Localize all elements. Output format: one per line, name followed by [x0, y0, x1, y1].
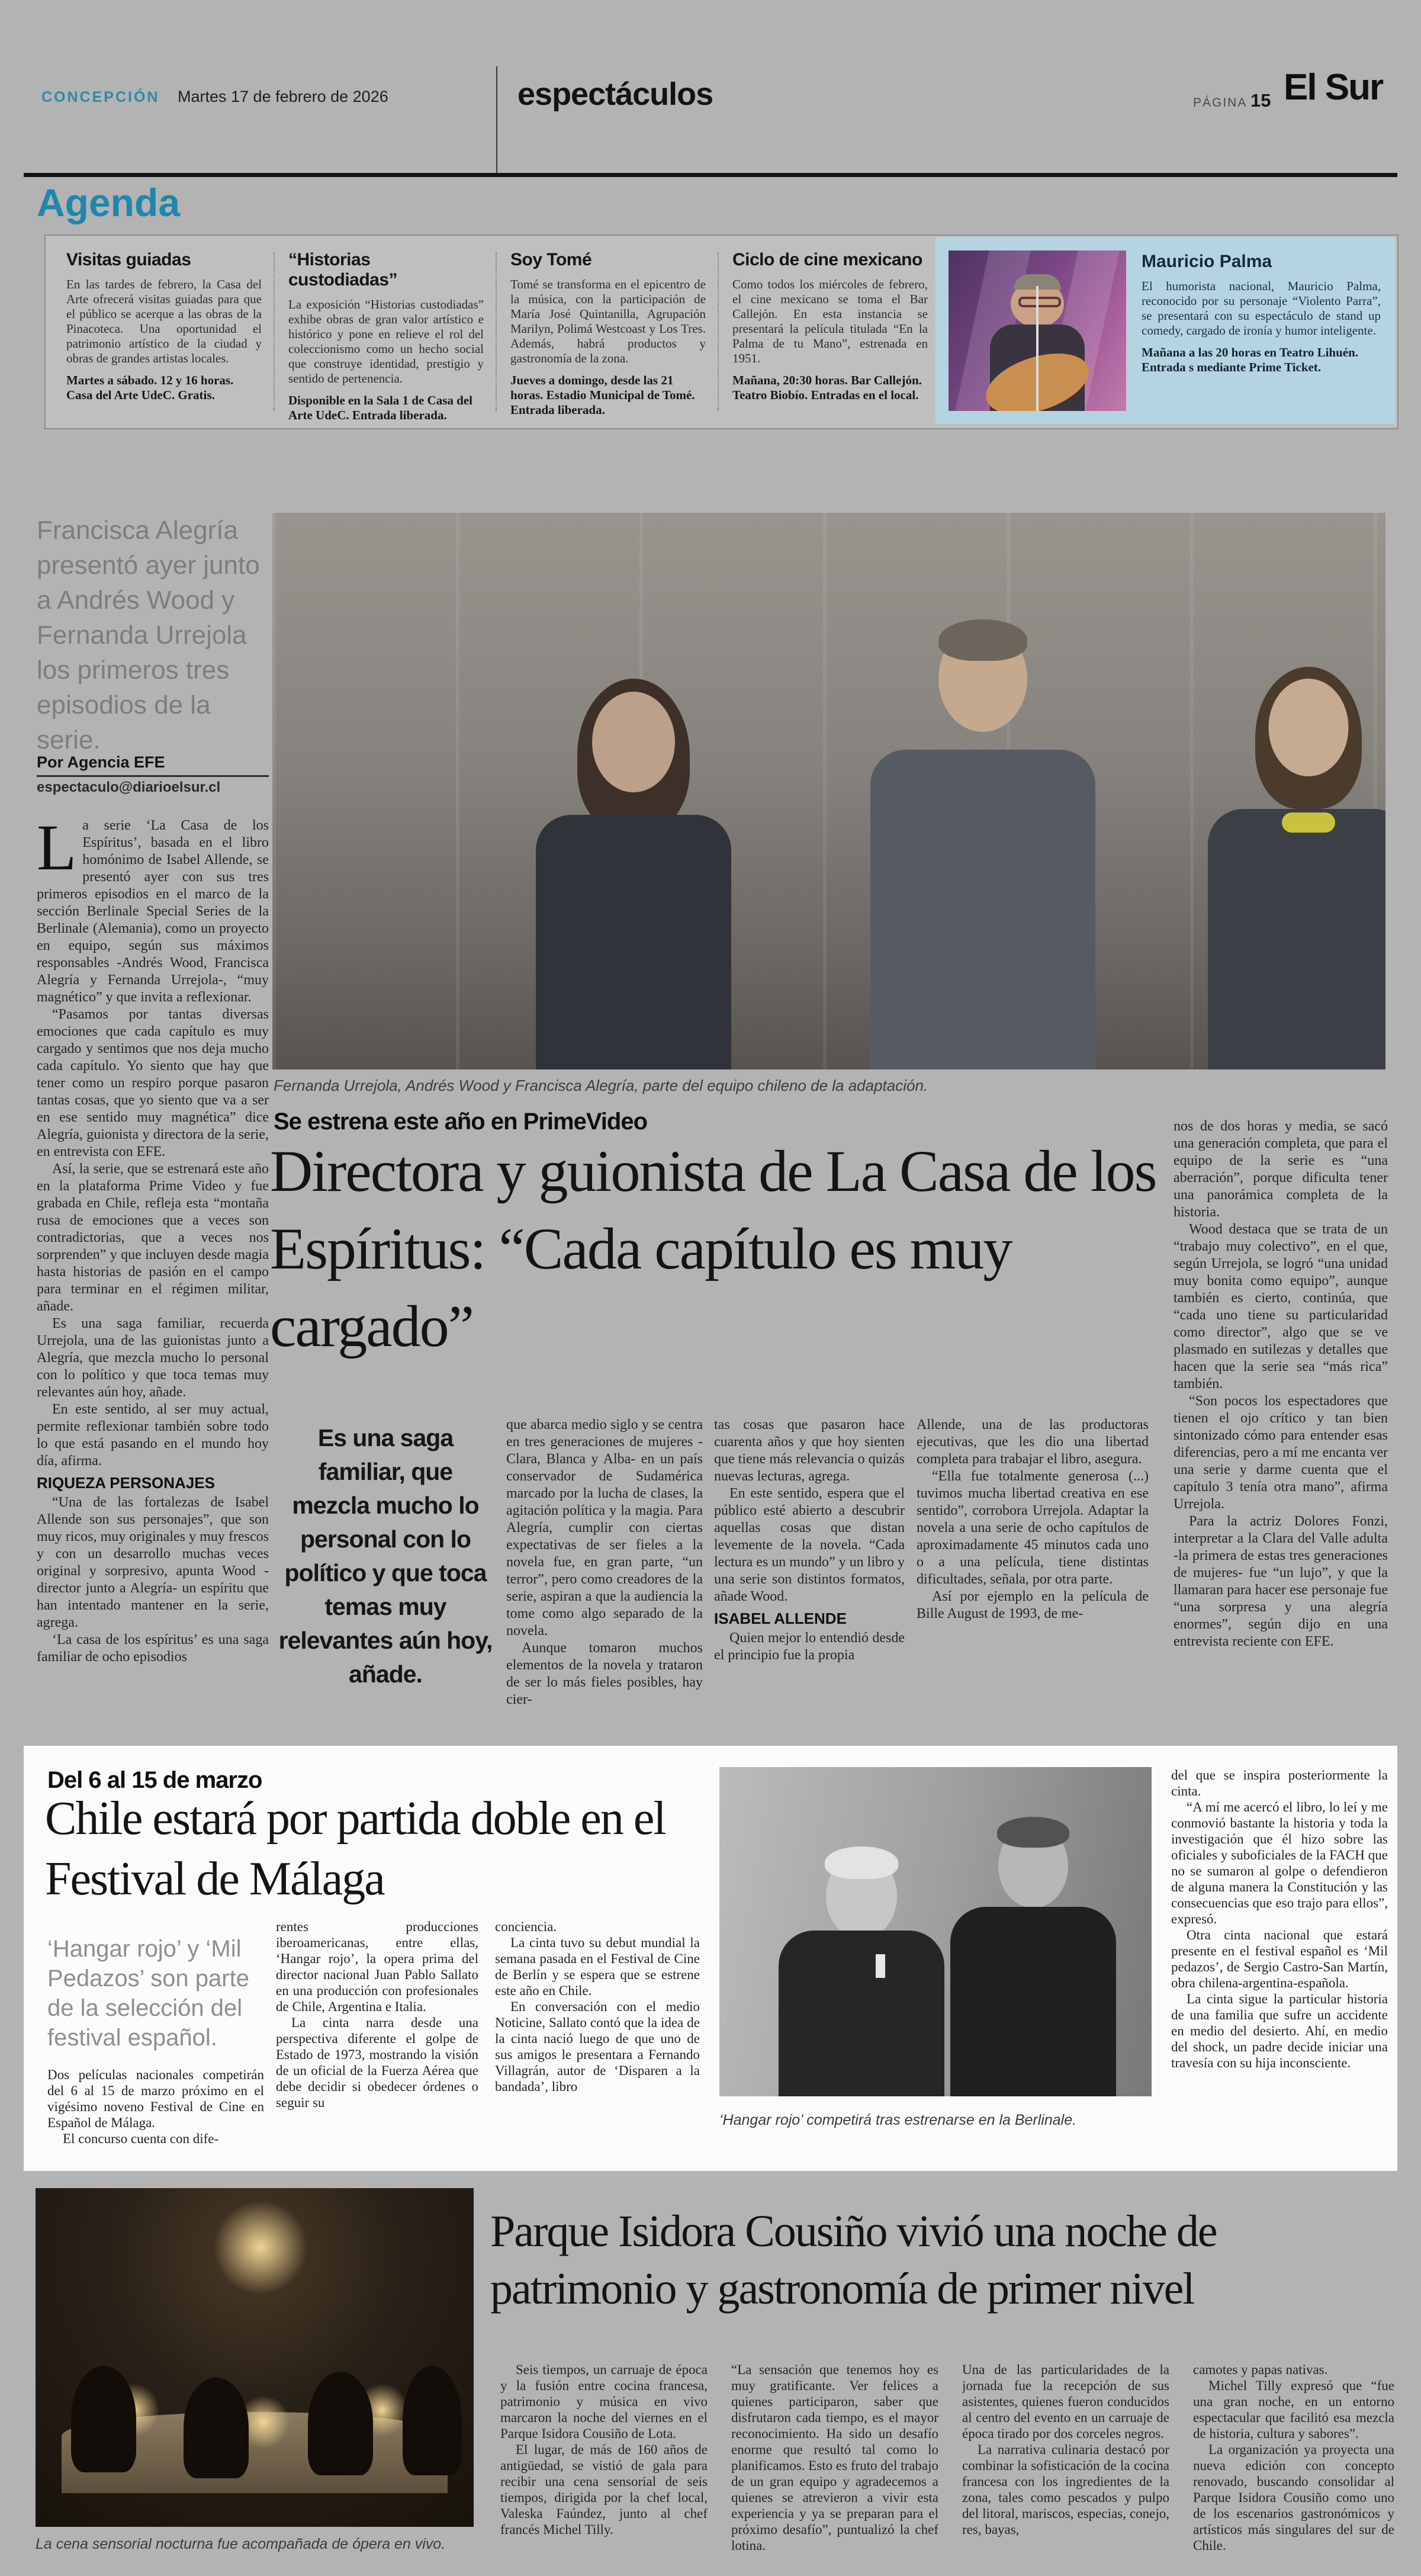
person-face: [592, 692, 675, 792]
agenda-highlight-item[interactable]: [935, 237, 1395, 424]
paragraph: ‘La casa de los espíritus’ es una saga familiar de ocho episodios: [37, 1632, 269, 1665]
paragraph: que abarca medio siglo y se centra en tres generaciones de mujeres -Clara, Blanca y Alba- en un país conservador de Sudamérica marcado por la lucha de clases, la agitación política y la magia. Para Alegría, cumplir con ciertas expectativas de ser fieles a la novela fue, en gran parte, “un terror”, pero como creadores de la serie, aspiran a que la audiencia la tome como algo separado de la novela.: [506, 1417, 703, 1639]
person-hair: [938, 619, 1027, 661]
article-column-4: [1171, 1767, 1388, 2151]
page-number: 15: [1250, 90, 1271, 111]
paragraph: Así, la serie, que se estrenará este año en la plataforma Prime Video y fue grabada en Chile, refleja esta “montaña rusa de emociones que a veces son contradictorias, que a veces nos sorprenden” y que incluyen desde magia hasta historias de pasión en el campo para terminar en el régimen militar, añade.: [37, 1161, 269, 1314]
paragraph: tas cosas que pasaron hace cuarenta años y que hoy sienten que tiene más relevancia o quizás nuevas lecturas, agrega.: [714, 1417, 905, 1484]
cast-group-photo: [272, 513, 1385, 1069]
article-deck: Francisca Alegría presentó ayer junto a Andrés Wood y Fernanda Urrejola los primeros tres episodios de la serie.: [37, 516, 260, 754]
paragraph: El concurso cuenta con dife-: [63, 2131, 219, 2146]
paragraph: nos de dos horas y media, se sacó una generación completa, que para el equipo de la serie es “una aberración”, porque dificulta tener una panorámica completa de la historia.: [1174, 1119, 1388, 1220]
paragraph: “Son pocos los espectadores que tienen el ojo crítico y tan bien sintonizado cómo para entender esas diferencias, pero a mí me encanta ver una serie y darme cuenta que el capítulo 3 tenía otra mano”, afirma Urrejola.: [1174, 1393, 1388, 1512]
dinner-photo-caption: La cena sensorial nocturna fue acompañada de ópera en vivo.: [36, 2536, 446, 2552]
paragraph: conciencia.: [495, 1919, 557, 1934]
actor-right: [944, 1812, 1122, 2096]
paragraph: del que se inspira posteriormente la cinta.: [1171, 1768, 1388, 1798]
person-left: [527, 679, 740, 1069]
paragraph: La organización ya proyecta una nueva edición con concepto renovado, buscando consolidar al Parque Isidora Cousiño como uno de los escenarios gastronómicos y artísticos más singulares del sur de Chile.: [1193, 2442, 1394, 2553]
agenda-highlight-title: Mauricio Palma: [1142, 252, 1272, 271]
agenda-separator: [718, 252, 719, 411]
section-title: espectáculos: [517, 76, 713, 112]
paragraph: El lugar, de más de 160 años de antigüedad, se vistió de gala para recibir una cena sensorial de seis tiempos, dirigida por la chef local, Valeska Faúndez, junto al chef francés Michel Tilly.: [500, 2442, 708, 2537]
agenda-item-body: La exposición “Historias custodiadas” exhibe obras de gran valor artístico e histórico y pone en relieve el rol del coleccionismo como un hecho social que construye identidad, prestigio y sentido de pertenencia.: [288, 297, 484, 386]
paragraph: “Una de las fortalezas de Isabel Allende son sus personajes”, que son muy ricos, muy originales y muy frescos y con un desarrollo muchas veces original y sorpresivo, apunta Wood -director junto a Alegría- un espíritu que han intentado mantener en la serie, agrega.: [37, 1495, 269, 1630]
paragraph: Michel Tilly expresó que “fue una gran noche, en un entorno espectacular que facilitó esa mezcla de historia, cultura y sabores”.: [1193, 2378, 1394, 2441]
paragraph: En este sentido, espera que el público esté abierto a descubrir aquellas cosas que distan levemente de la novela. “Cada lectura es un mundo” y un libro y una serie son distintos formatos, añade Wood.: [714, 1486, 905, 1604]
paragraph: En este sentido, al ser muy actual, permite reflexionar también sobre todo lo que está pasando en el mundo hoy día, afirma.: [37, 1402, 269, 1469]
article-subhead: RIQUEZA PERSONAJES: [37, 1474, 215, 1492]
agenda-separator: [496, 252, 497, 411]
page-label: PÁGINA: [1193, 96, 1248, 110]
agenda-item-body: Como todos los miércoles de febrero, el cine mexicano se toma el Bar Callejón. En esta instancia se presentará la película titulada “En la Palma de tu Mano”, estrenada en 1951.: [732, 277, 928, 365]
night-dinner-photo: [36, 2188, 474, 2527]
edition-date: Martes 17 de febrero de 2026: [178, 88, 388, 105]
paragraph: Wood destaca que se trata de un “trabajo muy colectivo”, en el que, según Urrejola, se logró “una unidad muy bonita como equipo”, aunque también es cierto, continúa, que “cada uno tiene su particularidad como director”, algo que se ve plasmado en sutilezas y detalles que hacen que la serie sea “más rica” también.: [1174, 1222, 1388, 1392]
byline: Por Agencia EFE: [37, 753, 269, 777]
article-column-3: [962, 2362, 1169, 2572]
paragraph: Quien mejor lo entendió desde el principio fue la propia: [714, 1630, 905, 1663]
actor-left: [773, 1836, 950, 2096]
paragraph: Así por ejemplo en la película de Bille August de 1993, de me-: [917, 1589, 1149, 1621]
paragraph: a serie ‘La Casa de los Espíritus’, basada en el libro homónimo de Isabel Allende, se presentó ayer con sus tres primeros episodios en el marco de la sección Berlinale Special Series de la Berlinale (Alemania), como un proyecto en equipo, según sus máximos responsables -Andrés Wood, Francisca Alegría y Fernanda Urrejola-, “muy magnético” y que invita a reflexionar.: [37, 818, 269, 1005]
malaga-article-highlighted[interactable]: [24, 1746, 1397, 2171]
agenda-item[interactable]: [510, 250, 706, 417]
article-column-2: [276, 1919, 478, 2161]
guest-silhouette: [71, 2366, 136, 2472]
agenda-item[interactable]: [66, 250, 262, 403]
article-column-3: [714, 1417, 905, 1736]
paragraph: Una de las particularidades de la jornada fue la recepción de sus asistentes, quienes fueron conducidos al centro del evento en un carruaje de época tirado por dos corceles negros.: [962, 2362, 1169, 2441]
person-center: [859, 619, 1107, 1069]
paragraph: “Ella fue totalmente generosa (...) tuvimos mucha libertad creativa en ese sentido”, corrobora Urrejola. Adaptar la novela a una serie de ocho capítulos de aproximadamente 45 minutos cada uno o a una película, tiene distintas dificultades, señala, por otra parte.: [917, 1469, 1149, 1587]
article-column-3: [495, 1919, 700, 2161]
paragraph: La cinta tuvo su debut mundial la semana pasada en el Festival de Cine de Berlín y se espera que se estrene este año en Chile.: [495, 1935, 700, 1998]
guest-silhouette: [184, 2378, 249, 2478]
paragraph: En conversación con el medio Noticine, Sallato contó que la idea de la cinta nació luego de que uno de sus amigos le presentara a Fernando Villagrán, autor de ‘Disparen a la bandada’, libro: [495, 1999, 700, 2094]
paragraph: Para la actriz Dolores Fonzi, interpretar a la Clara del Valle adulta -la primera de estas tres generaciones de mujeres- fue “un lujo”, y que la llamaran para hacer ese personaje fue “una sorpresa y una alegría enormes”, según dijo en una entrevista reciente con EFE.: [1174, 1514, 1388, 1649]
paragraph: Otra cinta nacional que estará presente en el festival español es ‘Mil pedazos’, de Sergio Castro-San Martín, obra chilena-argentina-española.: [1171, 1928, 1388, 1990]
article-left-column: [37, 817, 269, 1736]
mic-stand: [1036, 286, 1039, 411]
paragraph: rentes producciones iberoamericanas, entre ellas, ‘Hangar rojo’, la opera prima del director nacional Juan Pablo Sallato en una producción con profesionales de Chile, Argentina e Italia.: [276, 1919, 478, 2014]
article-headline: Parque Isidora Cousiño vivió una noche de patrimonio y gastronomía de primer nivel: [490, 2206, 1217, 2314]
agenda-item-title: Visitas guiadas: [66, 250, 191, 269]
article-column-1: [500, 2362, 708, 2572]
drop-cap: L: [37, 817, 77, 884]
agenda-item-body: Tomé se transforma en el epicentro de la música, con la participación de María José Quintanilla, Agrupación Marilyn, Polimá Westcoast y Los Tres. Además, habrá productos y gastronomía de la zona.: [510, 277, 706, 365]
pull-quote: Es una saga familiar, que mezcla mucho lo personal con lo político y que toca temas muy relevantes aún hoy, añade.: [278, 1424, 493, 1688]
paragraph: La narrativa culinaria destacó por combinar la sofisticación de la cocina francesa con los ingredientes de la zona, tales como pescados y pulpo del litoral, mariscos, especias, conejo, res, bayas,: [962, 2442, 1169, 2537]
actor-suit: [950, 1907, 1116, 2096]
paragraph: camotes y papas nativas.: [1193, 2362, 1328, 2377]
agenda-item[interactable]: [288, 250, 484, 423]
person-right: [1196, 667, 1385, 1069]
chandelier-glow: [213, 2200, 308, 2295]
agenda-title: Agenda: [37, 181, 181, 224]
agenda-item-title: Ciclo de cine mexicano: [732, 250, 922, 269]
region-label: CONCEPCIÓN: [41, 89, 160, 105]
paragraph: Allende, una de las productoras ejecutivas, que les dio una libertad completa para trabajar el libro, asegura.: [917, 1417, 1149, 1467]
paragraph: La cinta sigue la particular historia de una familia que sufre un accidente en medio del desierto. Ahí, en medio del shock, un padre decide iniciar una travesía con su hija inconsciente.: [1171, 1992, 1388, 2070]
agenda-box: [44, 235, 1399, 429]
paragraph: Aunque tomaron muchos elementos de la novela y trataron de ser lo más fieles posibles, hay cier-: [506, 1640, 703, 1707]
article-headline: Chile estará por partida doble en el Festival de Málaga: [45, 1793, 666, 1905]
performer-glasses: [1018, 297, 1061, 307]
agenda-highlight-body: El humorista nacional, Mauricio Palma, reconocido por su personaje “Violento Parra”, se presentará con su espectáculo de stand up comedy, cargado de ironía y humor inteligente.: [1142, 279, 1381, 338]
person-body: [1208, 809, 1385, 1069]
paragraph: Dos películas nacionales competirán del 6 al 15 de marzo próximo en el vigésimo noveno Festival de Cine en Español de Málaga.: [47, 2067, 264, 2130]
header-rule: [24, 173, 1397, 177]
necklace: [1282, 812, 1335, 833]
agenda-item-footer: Martes a sábado. 12 y 16 horas. Casa del Arte UdeC. Gratis.: [66, 373, 234, 402]
actor-hair: [997, 1817, 1069, 1848]
paragraph: Es una saga familiar, recuerda Urrejola, una de las guionistas junto a Alegría, que mezcla mucho lo personal con lo político y que toca temas muy relevantes aún hoy, añade.: [37, 1316, 269, 1400]
person-body: [536, 815, 731, 1069]
actor-gray-hair: [825, 1846, 898, 1879]
hangar-photo-caption: ‘Hangar rojo’ competirá tras estrenarse en la Berlinale.: [719, 2112, 1077, 2128]
main-photo-caption: Fernanda Urrejola, Andrés Wood y Francisca Alegría, parte del equipo chileno de la adaptación.: [274, 1077, 928, 1094]
guest-silhouette: [308, 2372, 373, 2475]
paragraph: Seis tiempos, un carruaje de época y la fusión entre cocina francesa, patrimonio y música en vivo marcaron la noche del viernes en el Parque Isidora Cousiño de Lota.: [500, 2362, 708, 2441]
masthead-logo: El Sur: [1284, 67, 1383, 108]
agenda-item[interactable]: [732, 250, 928, 403]
paragraph: “La sensación que tenemos hoy es muy gratificante. Ver felices a quienes participaron, saber que disfrutaron cada tiempo, es el mayor reconocimiento. Ha sido un desafío enorme que resultó tal como lo planificamos. Esto es fruto del trabajo de un gran equipo y agradecemos a quienes se atrevieron a vivir esta experiencia y ya se preparan para el próximo desafío”, puntualizó la chef lotina.: [731, 2362, 938, 2553]
agenda-item-footer: Disponible en la Sala 1 de Casa del Arte UdeC. Entrada liberada.: [288, 393, 472, 422]
article-column-4: [917, 1417, 1149, 1736]
agenda-item-body: En las tardes de febrero, la Casa del Arte ofrecerá visitas guiadas para que el público se acerque a las obras de la Pinacoteca. Una oportunidad el patrimonio artístico de la ciudad y obras de grandes artistas locales.: [66, 277, 262, 365]
person-face: [1269, 679, 1349, 776]
article-column-5: [1174, 1118, 1388, 1736]
hangar-rojo-film-still: [719, 1767, 1152, 2096]
article-headline: Directora y guionista de La Casa de los Espíritus: “Cada capítulo es muy cargado”: [270, 1138, 1156, 1359]
paragraph: “Pasamos por tantas diversas emociones que cada capítulo es muy cargado y sentimos que nos deja mucho cada capítulo. Yo siento que hay que tener como un respiro porque pasaron tantas cosas, que yo siento que va a ser en ese sentido muy magnética” dice Alegría, guionista y directora de la serie, en entrevista con EFE.: [37, 1007, 269, 1159]
paragraph: “A mí me acercó el libro, lo leí y me conmovió bastante la historia y toda la investigación que él hizo sobre las oficiales y suboficiales de la FACH que no se sumaron al golpe o defendieron de alguna manera la Constitución y las consecuencias que eso trajo para ellos”, expresó.: [1171, 1800, 1388, 1926]
article-column-2: [731, 2362, 938, 2572]
agenda-item-footer: Jueves a domingo, desde las 21 horas. Estadio Municipal de Tomé. Entrada liberada.: [510, 373, 695, 417]
article-deck: ‘Hangar rojo’ y ‘Mil Pedazos’ son parte de la selección del festival español.: [47, 1936, 249, 2051]
article-column-1: [47, 2067, 264, 2160]
article-kicker: Del 6 al 15 de marzo: [47, 1767, 262, 1793]
article-kicker: Se estrena este año en PrimeVideo: [274, 1109, 648, 1135]
guest-silhouette: [403, 2366, 462, 2475]
pocket-square: [876, 1954, 885, 1978]
person-body: [870, 750, 1095, 1069]
comedian-performing-photo: [949, 250, 1126, 411]
agenda-item-title: Soy Tomé: [510, 250, 592, 269]
article-subhead: ISABEL ALLENDE: [714, 1610, 847, 1627]
header-divider: [496, 66, 497, 173]
byline-email: espectaculo@diarioelsur.cl: [37, 779, 221, 795]
paragraph: La cinta narra desde una perspectiva diferente el golpe de Estado de 1973, mostrando la visión de un oficial de la Fuerza Aérea que debe decidir si obedecer órdenes o seguir su: [276, 2015, 478, 2110]
article-column-2: [506, 1417, 703, 1736]
agenda-separator: [274, 252, 275, 411]
agenda-item-footer: Mañana, 20:30 horas. Bar Callejón. Teatro Biobío. Entradas en el local.: [732, 373, 922, 402]
article-column-4: [1193, 2362, 1394, 2572]
agenda-item-title: “Historias custodiadas”: [288, 250, 398, 290]
actor-suit: [779, 1931, 944, 2096]
agenda-highlight-footer: Mañana a las 20 horas en Teatro Lihuén. Entrada s mediante Prime Ticket.: [1142, 345, 1359, 374]
